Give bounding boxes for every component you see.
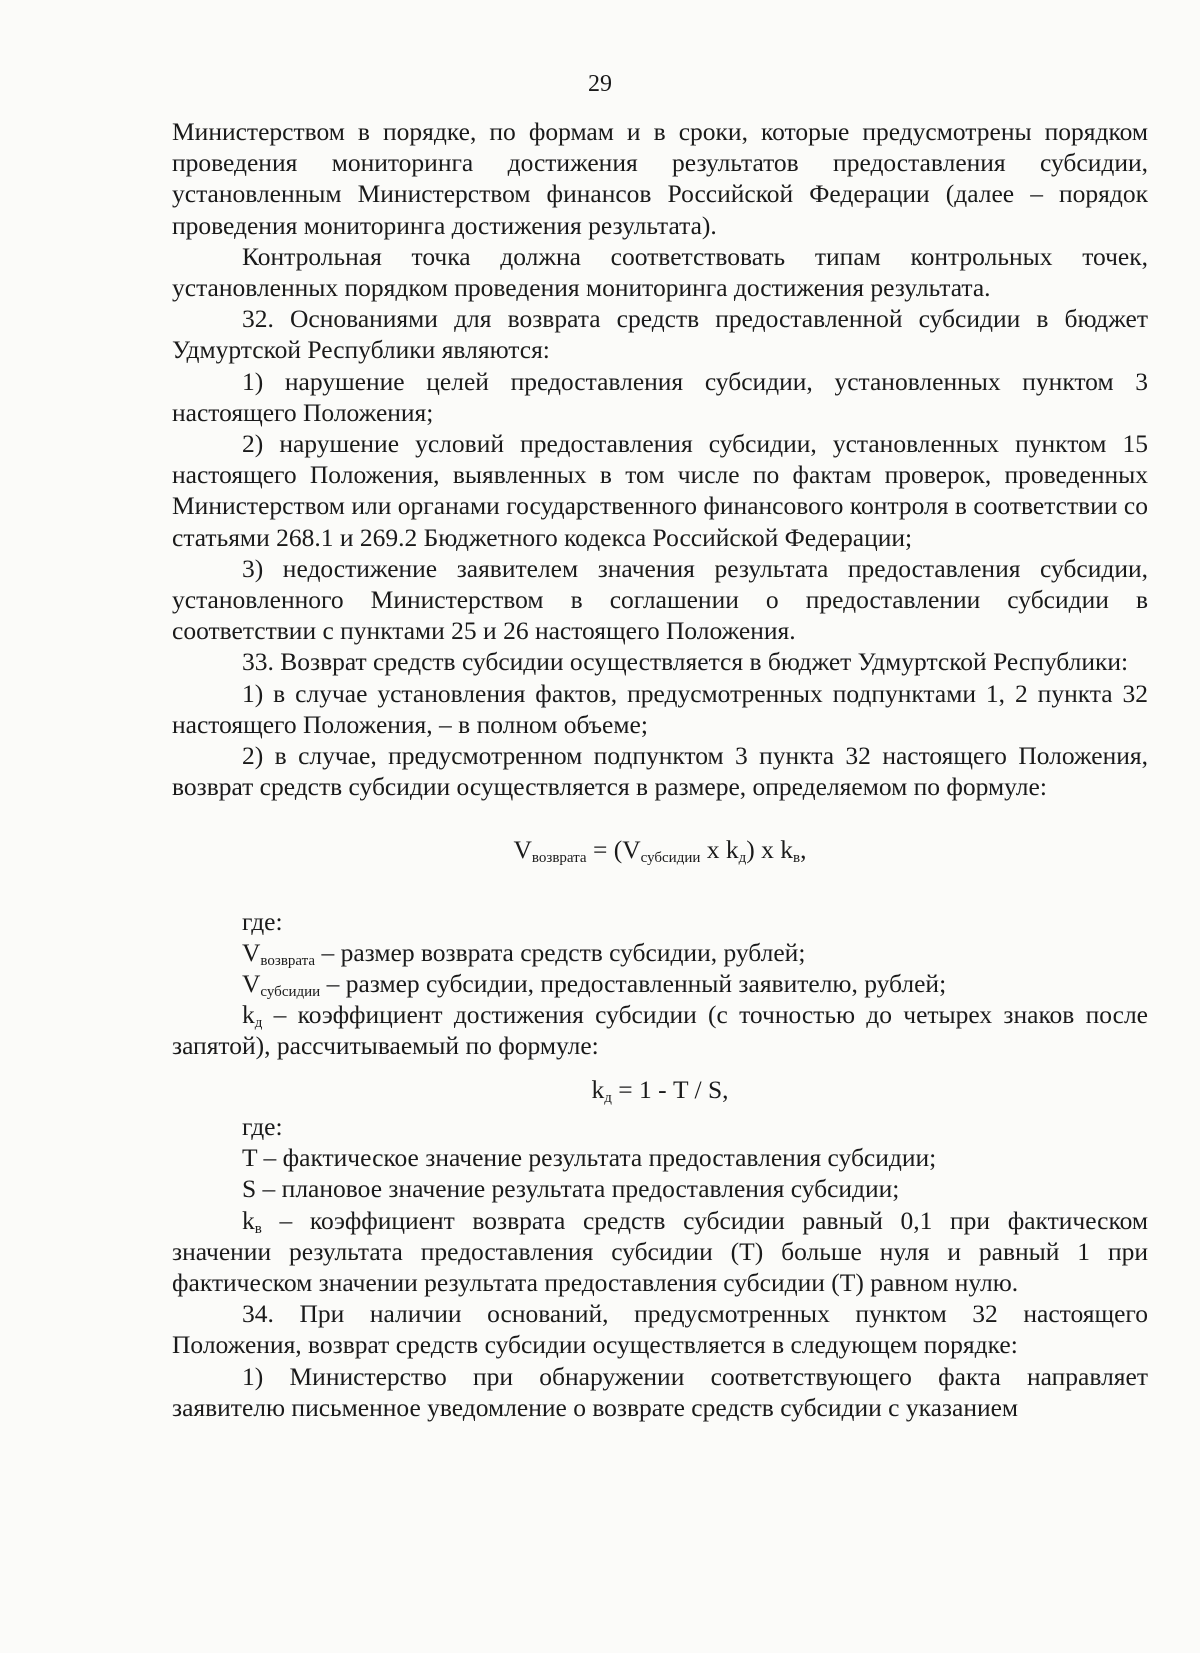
paragraph-32-item-3: 3) недостижение заявителем значения результата предоставления субсидии, установленного Министерством в соглашении о предоставлении субсидии в соответствии с пунктами 25 и 26 настоящего Положения. (172, 553, 1148, 646)
formula-symbol: k (591, 1074, 605, 1104)
definition-subscript: субсидии (260, 984, 321, 1001)
paragraph-ministry-monitoring: Министерством в порядке, по формам и в сроки, которые предусмотрены порядком проведения мониторинга достижения результатов предоставления субсидии, установленным Министерством финансов Российской Федерации (далее – порядок проведения мониторинга достижения результата). (172, 117, 1148, 240)
definition-v-subsidy (172, 968, 1148, 999)
paragraph-34-item-1: 1) Министерство при обнаружении соответствующего факта направляет заявителю письменное уведомление о возврате средств субсидии с указанием (172, 1361, 1148, 1422)
formula-subscript: д (604, 1089, 612, 1106)
paragraph-32-grounds: 32. Основаниями для возврата средств предоставленной субсидии в бюджет Удмуртской Республики являются: (172, 304, 1148, 365)
definition-s: S – плановое значение результата предоставления субсидии; (242, 1174, 900, 1204)
formula-symbol: V (513, 835, 532, 865)
definition-text: – размер возврата средств субсидии, рублей; (315, 937, 806, 967)
definition-text: – размер субсидии, предоставленный заявителю, рублей; (320, 969, 947, 999)
formula-text: ) x k (746, 835, 794, 865)
paragraph-32-item-2: 2) нарушение условий предоставления субсидии, установленных пунктом 15 настоящего Положения, выявленных в том числе по фактам проверок, проведенных Министерством или органами государственного финансового контроля в соответствии со статьями 268.1 и 269.2 Бюджетного кодекса Российской Федерации; (172, 429, 1148, 552)
paragraph-33-return: 33. Возврат средств субсидии осуществляется в бюджет Удмуртской Республики: (242, 647, 1129, 677)
paragraph-32-item-1: 1) нарушение целей предоставления субсидии, установленных пунктом 3 настоящего Положения; (172, 366, 1148, 427)
formula-k-d (172, 1074, 1148, 1105)
formula-text: , (800, 835, 807, 865)
formula-return-amount (172, 834, 1148, 865)
paragraph-33-item-2: 2) в случае, предусмотренном подпунктом 3 пункта 32 настоящего Положения, возврат средств субсидии осуществляется в размере, определяемом по формуле: (172, 741, 1148, 802)
paragraph-34-procedure: 34. При наличии оснований, предусмотренных пунктом 32 настоящего Положения, возврат средств субсидии осуществляется в следующем порядке: (172, 1299, 1148, 1360)
formula-text: = (V (586, 835, 641, 865)
formula-text: x k (700, 835, 739, 865)
definition-text: – коэффициент достижения субсидии (с точностью до четырех знаков после запятой), рассчитываемый по формуле: (172, 1000, 1148, 1061)
definition-symbol: k (242, 1000, 255, 1030)
formula-text: = 1 - T / S, (611, 1074, 729, 1104)
definition-t: T – фактическое значение результата предоставления субсидии; (242, 1143, 937, 1173)
definition-symbol: k (242, 1205, 255, 1235)
formula-subscript: д (738, 850, 747, 867)
definition-k-v (172, 1205, 1148, 1299)
document-body (172, 116, 1148, 1423)
definition-subscript: в (254, 1220, 262, 1237)
where-label: где: (242, 1111, 283, 1141)
definition-symbol: V (242, 937, 261, 967)
definition-v-return (172, 937, 1148, 968)
page-number: 29 (588, 71, 612, 97)
formula-subscript: в (793, 850, 801, 867)
definition-text: – коэффициент возврата средств субсидии равный 0,1 при фактическом значении результата предоставления субсидии (T) больше нуля и равный 1 при фактическом значении результата предоставления субсидии (T) равном нулю. (172, 1205, 1148, 1297)
paragraph-33-item-1: 1) в случае установления фактов, предусмотренных подпунктами 1, 2 пункта 32 настоящего Положения, – в полном объеме; (172, 678, 1148, 739)
definition-k-d (172, 999, 1148, 1061)
formula-subscript: возврата (531, 850, 587, 867)
paragraph-control-point: Контрольная точка должна соответствовать типам контрольных точек, установленных порядком проведения мониторинга достижения результата. (172, 241, 1148, 303)
definition-subscript: возврата (260, 952, 316, 969)
where-label: где: (242, 906, 283, 936)
definition-symbol: V (242, 969, 261, 999)
formula-subscript: субсидии (640, 850, 701, 867)
definition-subscript: д (254, 1015, 263, 1032)
